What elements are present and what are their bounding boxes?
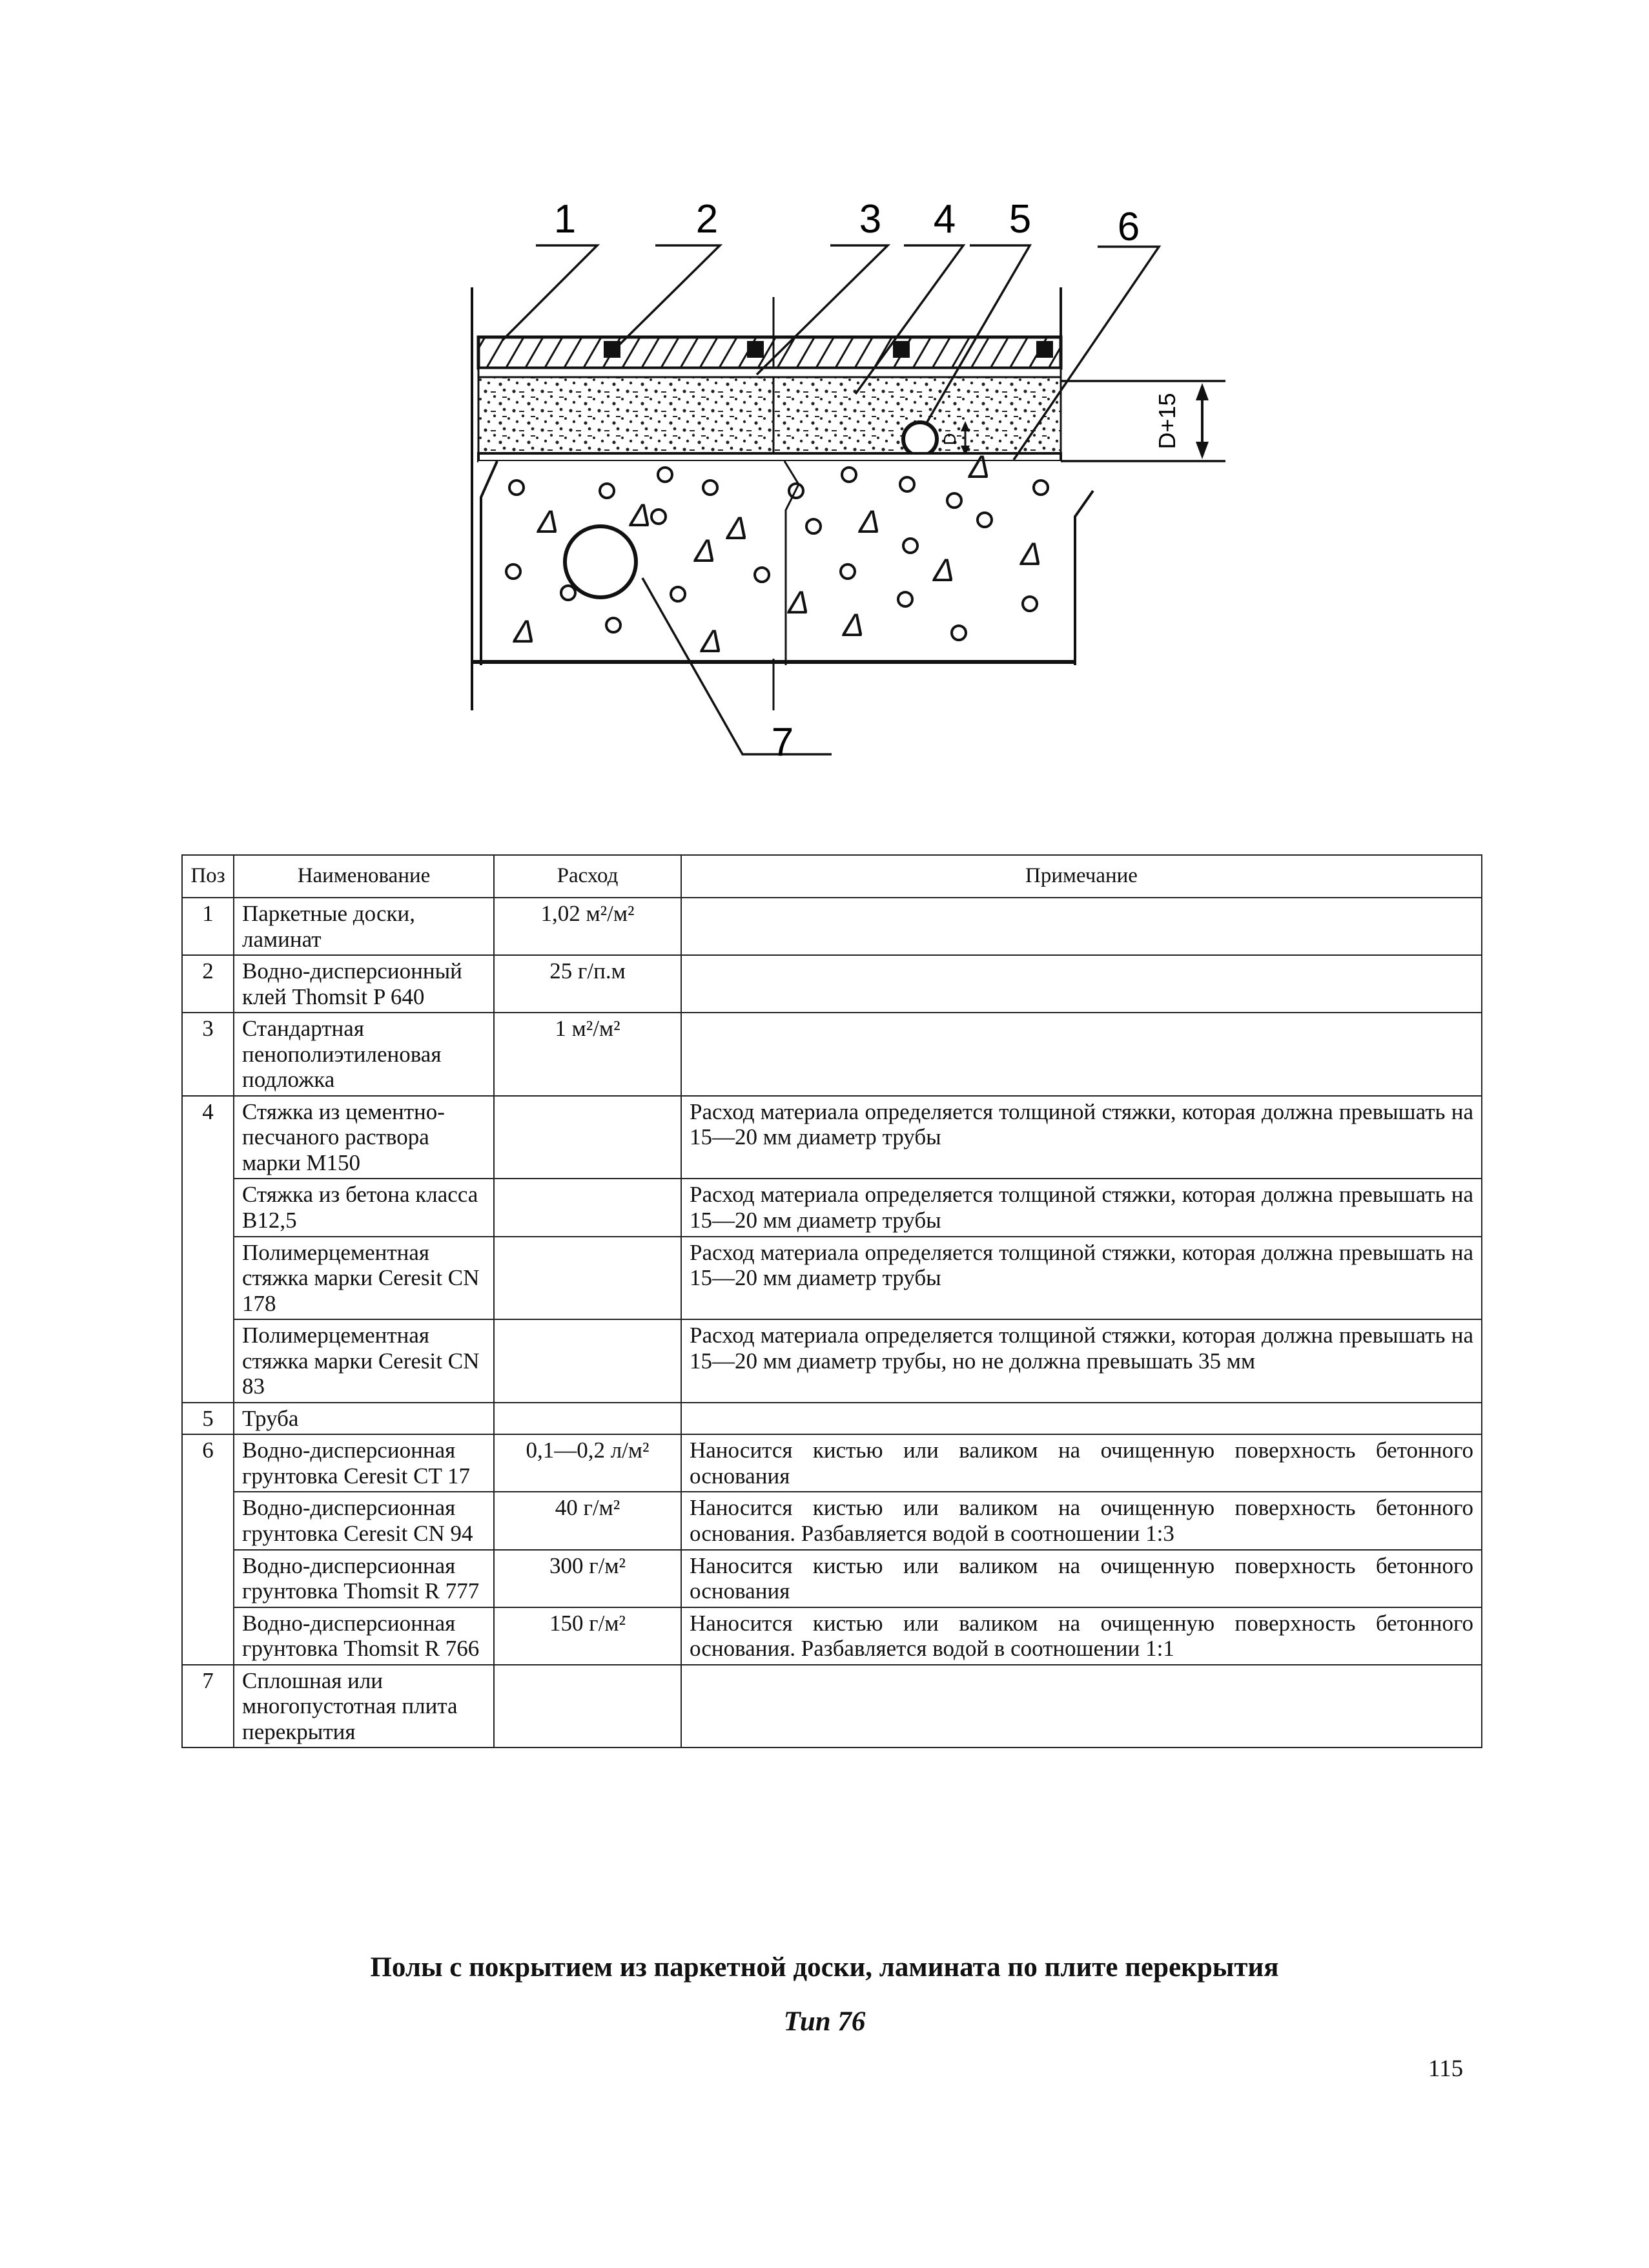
cell-name: Паркетные доски, ламинат — [234, 898, 494, 955]
cell-name: Водно-дисперсионная грунтовка Ceresit CT 17 — [234, 1434, 494, 1492]
cell-usage: 300 г/м² — [494, 1550, 681, 1607]
cell-note: Расход материала определяется толщиной стяжки, которая должна превышать на 15—20 мм диаметр трубы — [681, 1237, 1482, 1320]
cell-name: Водно-дисперсионная грунтовка Thomsit R 777 — [234, 1550, 494, 1607]
cell-usage — [494, 1319, 681, 1403]
cell-name: Водно-дисперсионный клей Thomsit P 640 — [234, 955, 494, 1013]
cell-usage: 1 м²/м² — [494, 1013, 681, 1096]
cell-note: Наносится кистью или валиком на очищенную поверхность бетонного основания — [681, 1550, 1482, 1607]
cell-usage — [494, 1179, 681, 1236]
svg-text:Δ: Δ — [726, 510, 748, 546]
table-row — [182, 1319, 1482, 1403]
cell-usage: 40 г/м² — [494, 1492, 681, 1549]
table-row — [182, 1013, 1482, 1096]
cell-name: Полимерцементная стяжка марки Ceresit CN 178 — [234, 1237, 494, 1320]
pipe-diameter-label: D — [940, 433, 959, 446]
cell-name: Полимерцементная стяжка марки Ceresit CN 83 — [234, 1319, 494, 1403]
svg-text:Δ: Δ — [537, 504, 559, 540]
cell-pos: 6 — [182, 1434, 234, 1664]
dimension-arrow-bottom — [1196, 442, 1209, 459]
table-header-row — [182, 855, 1482, 898]
cell-name: Стяжка из бетона класса B12,5 — [234, 1179, 494, 1236]
table-row — [182, 1237, 1482, 1320]
underlay-layer — [478, 368, 1061, 377]
svg-text:Δ: Δ — [859, 504, 881, 540]
cell-usage — [494, 1403, 681, 1435]
callout-6: 6 — [1117, 205, 1140, 249]
table-row — [182, 955, 1482, 1013]
header-usage: Расход — [494, 855, 681, 898]
cell-usage: 0,1—0,2 л/м² — [494, 1434, 681, 1492]
cell-usage: 25 г/п.м — [494, 955, 681, 1013]
cell-note: Наносится кистью или валиком на очищенную поверхность бетонного основания. Разбавляется водой в соотношении 1:3 — [681, 1492, 1482, 1549]
callout-3: 3 — [859, 197, 882, 242]
cell-note: Наносится кистью или валиком на очищенную поверхность бетонного основания — [681, 1434, 1482, 1492]
table-row — [182, 1096, 1482, 1179]
cell-usage: 1,02 м²/м² — [494, 898, 681, 955]
cell-note — [681, 1013, 1482, 1096]
cell-note: Наносится кистью или валиком на очищенную поверхность бетонного основания. Разбавляется водой в соотношении 1:1 — [681, 1607, 1482, 1665]
adhesive-spot — [1036, 341, 1053, 358]
svg-text:Δ: Δ — [933, 552, 955, 588]
cell-name: Водно-дисперсионная грунтовка Ceresit CN 94 — [234, 1492, 494, 1549]
cell-note — [681, 898, 1482, 955]
callout-2: 2 — [695, 197, 719, 242]
table-row — [182, 1665, 1482, 1748]
cell-usage — [494, 1096, 681, 1179]
cell-note: Расход материала определяется толщиной стяжки, которая должна превышать на 15—20 мм диаметр трубы, но не должна превышать 35 мм — [681, 1319, 1482, 1403]
table-row — [182, 1607, 1482, 1665]
cell-name: Труба — [234, 1403, 494, 1435]
table-row — [182, 1403, 1482, 1435]
svg-text:Δ: Δ — [513, 613, 535, 650]
svg-text:Δ: Δ — [788, 584, 810, 621]
cell-name: Стандартная пенополиэтиленовая подложка — [234, 1013, 494, 1096]
svg-text:Δ: Δ — [968, 449, 990, 485]
floor-section-drawing — [0, 0, 1649, 840]
table-row — [182, 1434, 1482, 1492]
header-name: Наименование — [234, 855, 494, 898]
cell-pos: 4 — [182, 1096, 234, 1403]
callout-4: 4 — [933, 197, 956, 242]
cell-note: Расход материала определяется толщиной стяжки, которая должна превышать на 15—20 мм диаметр трубы — [681, 1179, 1482, 1236]
header-note: Примечание — [681, 855, 1482, 898]
svg-text:Δ: Δ — [701, 623, 722, 659]
svg-text:Δ: Δ — [630, 497, 651, 533]
type-label: Тип 76 — [783, 2006, 866, 2037]
cell-note — [681, 1665, 1482, 1748]
table-row — [182, 1179, 1482, 1236]
svg-text:Δ: Δ — [1020, 536, 1042, 572]
cell-note — [681, 955, 1482, 1013]
callout-1: 1 — [553, 197, 577, 242]
cell-name: Стяжка из цементно-песчаного раствора марки М150 — [234, 1096, 494, 1179]
adhesive-spot — [747, 341, 764, 358]
cell-pos: 5 — [182, 1403, 234, 1435]
table-row — [182, 1550, 1482, 1607]
cell-name: Сплошная или многопустотная плита перекрытия — [234, 1665, 494, 1748]
cell-usage: 150 г/м² — [494, 1607, 681, 1665]
page-caption: Полы с покрытием из паркетной доски, ламината по плите перекрытия — [370, 1952, 1279, 1983]
page-number: 115 — [1428, 2056, 1464, 2082]
cell-pos: 2 — [182, 955, 234, 1013]
specification-table — [181, 854, 1482, 1748]
dimension-label: D+15 — [1154, 393, 1180, 449]
cell-pos: 7 — [182, 1665, 234, 1748]
table-row — [182, 1492, 1482, 1549]
cell-note — [681, 1403, 1482, 1435]
table-row — [182, 898, 1482, 955]
adhesive-spot — [893, 341, 910, 358]
header-pos: Поз — [182, 855, 234, 898]
slab-void — [565, 526, 636, 597]
adhesive-spot — [604, 341, 620, 358]
svg-text:Δ: Δ — [843, 607, 865, 643]
screed-layer — [478, 377, 1061, 453]
callout-7: 7 — [771, 720, 794, 765]
cell-pos: 3 — [182, 1013, 234, 1096]
cell-note: Расход материала определяется толщиной стяжки, которая должна превышать на 15—20 мм диаметр трубы — [681, 1096, 1482, 1179]
dimension-arrow-top — [1196, 383, 1209, 400]
cell-pos: 1 — [182, 898, 234, 955]
pipe-circle — [903, 422, 937, 456]
callout-5: 5 — [1009, 197, 1032, 242]
svg-text:Δ: Δ — [694, 533, 716, 569]
slab-right-break — [1075, 491, 1093, 665]
cell-name: Водно-дисперсионная грунтовка Thomsit R 766 — [234, 1607, 494, 1665]
cell-usage — [494, 1665, 681, 1748]
cell-usage — [494, 1237, 681, 1320]
